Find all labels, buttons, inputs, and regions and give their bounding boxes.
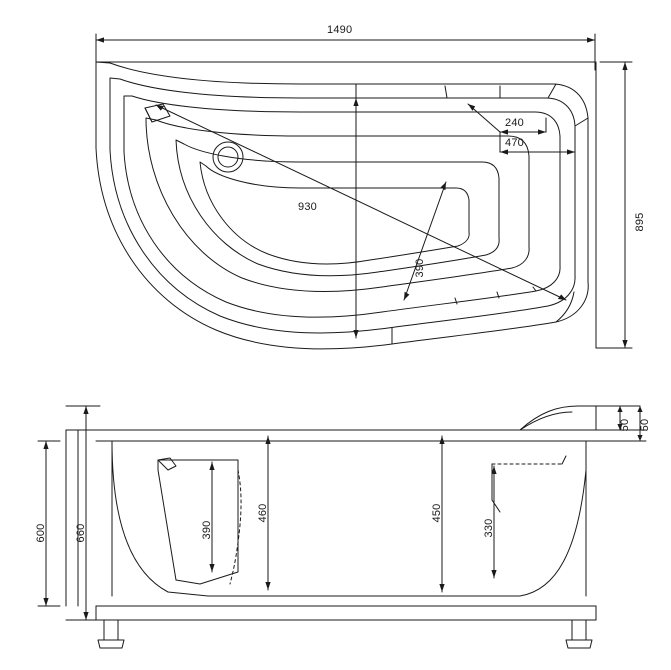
dim-660 [66,406,100,620]
dim-center-vertical [353,98,358,338]
dim-label-overall-width: 1490 [327,24,353,36]
front-view-body [66,406,596,648]
dim-label-390-front: 390 [201,520,213,540]
dim-390-front [209,462,214,572]
dim-label-inner-390: 390 [414,258,426,278]
dim-diagonal-930 [156,105,566,300]
dim-label-460: 460 [257,503,269,523]
dim-label-240: 240 [505,117,524,129]
dim-470 [500,149,575,154]
dim-label-50-a: 50 [619,418,631,432]
dim-diagonal-390 [404,182,446,300]
dim-overall-depth [596,62,632,348]
dim-label-600: 600 [35,523,47,543]
dim-label-330: 330 [483,518,495,538]
dim-label-50-b: 50 [639,418,651,432]
dim-label-overall-depth: 895 [634,212,646,232]
dim-label-470: 470 [505,137,524,149]
dim-label-diagonal-930: 930 [298,201,317,213]
dim-label-660: 660 [75,523,87,543]
dim-240 [500,129,546,134]
dim-label-450: 450 [431,503,443,523]
dim-overall-width [96,34,595,70]
